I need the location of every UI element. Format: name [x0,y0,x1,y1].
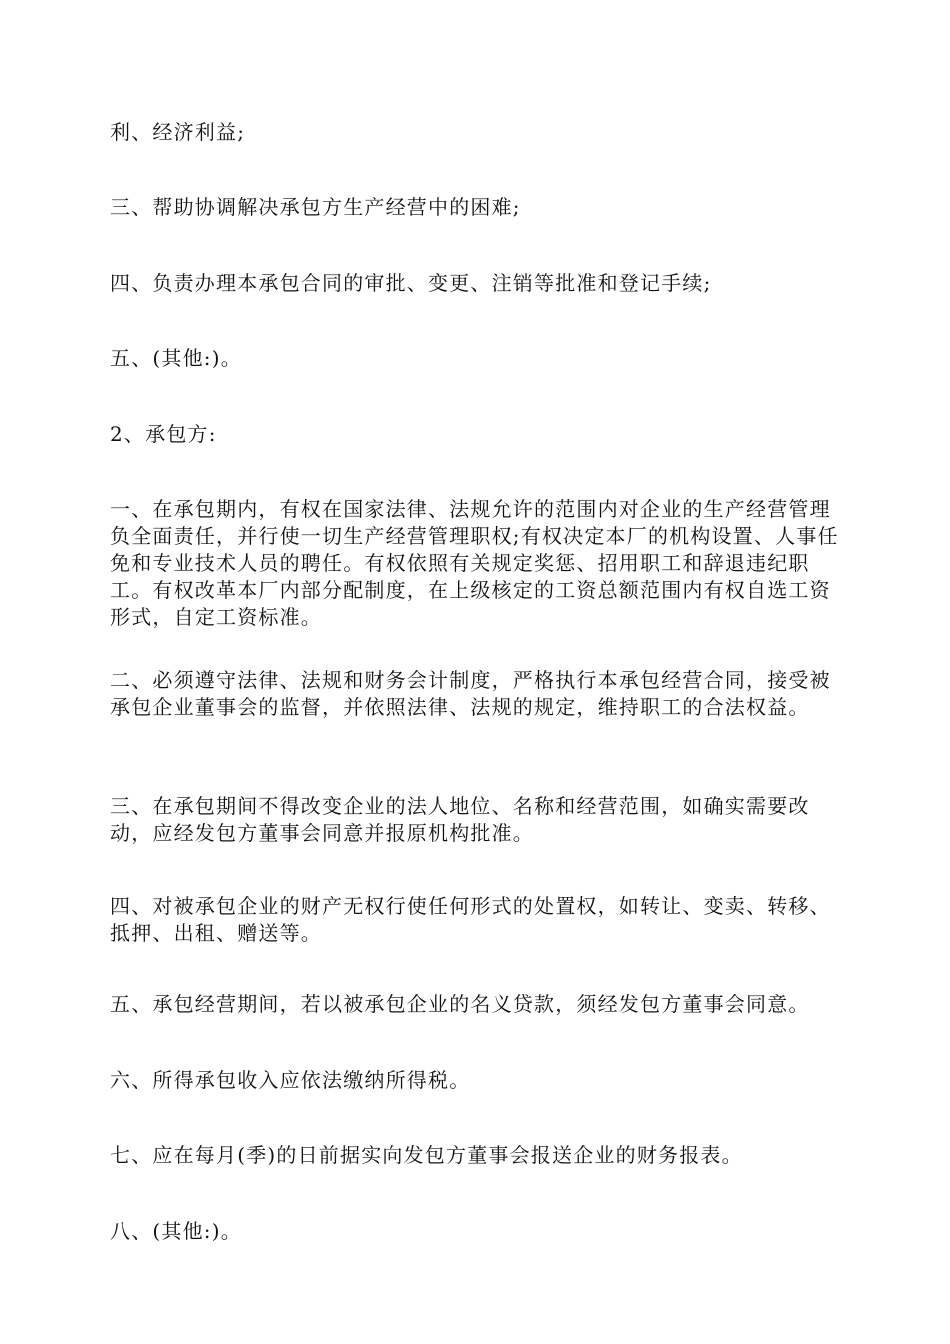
paragraph-2: 三、帮助协调解决承包方生产经营中的困难; [110,195,521,219]
paragraph-6: 一、在承包期内，有权在国家法律、法规允许的范围内对企业的生产经营管理负全面责任，并行使一切生产经营管理职权;有权决定本厂的机构设置、人事任免和专业技术人员的聘任。有权依照有关规定奖惩、招用职工和辞退违纪职工。有权改革本厂内部分配制度，在上级核定的工资总额范围内有权自选工资形式，自定工资标准。 [110,497,839,629]
paragraph-8: 三、在承包期间不得改变企业的法人地位、名称和经营范围，如确实需要改动，应经发包方董事会同意并报原机构批准。 [110,794,810,845]
paragraph-10: 五、承包经营期间，若以被承包企业的名义贷款，须经发包方董事会同意。 [110,992,810,1016]
paragraph-7: 二、必须遵守法律、法规和财务会计制度，严格执行本承包经营合同，接受被承包企业董事会的监督，并依照法律、法规的规定，维持职工的合法权益。 [110,668,831,719]
paragraph-3: 四、负责办理本承包合同的审批、变更、注销等批准和登记手续; [110,271,712,295]
paragraph-12: 七、应在每月(季)的日前据实向发包方董事会报送企业的财务报表。 [110,1143,743,1167]
paragraph-1: 利、经济利益; [110,120,246,144]
paragraph-9: 四、对被承包企业的财产无权行使任何形式的处置权，如转让、变卖、转移、抵押、出租、赠送等。 [110,894,831,945]
paragraph-13: 八、(其他:)。 [110,1219,242,1243]
paragraph-11: 六、所得承包收入应依法缴纳所得税。 [110,1068,471,1092]
paragraph-5: 2、承包方: [110,422,217,446]
paragraph-4: 五、(其他:)。 [110,346,242,370]
